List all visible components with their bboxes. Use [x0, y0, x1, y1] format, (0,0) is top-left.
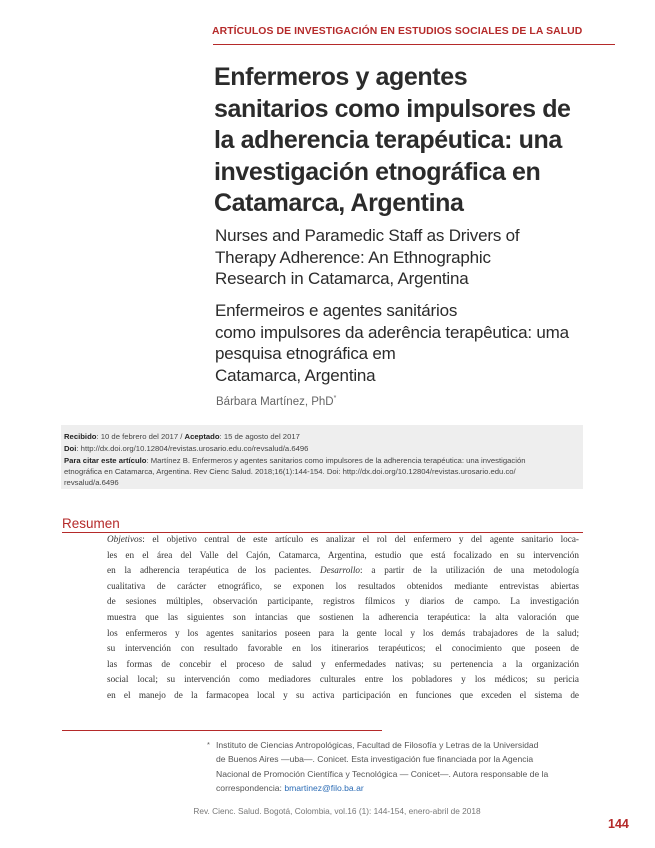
footnote-line [216, 781, 586, 795]
accepted-label: Aceptado [184, 432, 220, 441]
abstract-line: su intervención con resultado favorable en los itinerarios terapéuticos; el conocimiento que poseen de [107, 643, 579, 654]
title-es-line: la adherencia terapéutica: una [214, 126, 562, 154]
author-name [216, 395, 336, 408]
article-metadata-box [61, 425, 583, 489]
doi-label: Doi [64, 444, 77, 453]
author-text: Bárbara Martínez, PhD [216, 395, 334, 408]
footnote-line: Nacional de Promoción Científica y Tecnológica — Conicet—. Autora responsable de la [216, 768, 549, 779]
email-link[interactable]: bmartinez@filo.ba.ar [284, 783, 364, 794]
cite-line [64, 456, 526, 465]
title-es-line: Enfermeros y agentes [214, 63, 468, 91]
page-number: 144 [608, 817, 629, 831]
objetivos-label: Objetivos [107, 534, 143, 544]
abstract-line: en el manejo de la farmacopea local y su activa participación en funciones que exceden el sistema de [107, 689, 579, 700]
footnote-mark: * [207, 740, 210, 749]
title-spanish [214, 62, 604, 220]
footnote-text: correspondencia: [216, 783, 285, 794]
abstract-line [107, 563, 579, 579]
title-english [215, 225, 615, 290]
title-portuguese [215, 300, 615, 386]
title-es-line: investigación etnográfica en [214, 157, 541, 186]
cite-text: : Martínez B. Enfermeros y agentes sanitarios como impulsores de la adherencia terapéutica: una investigación [146, 456, 526, 465]
title-pt-line: como impulsores da aderência terapêutica: uma [215, 322, 569, 342]
journal-citation: Rev. Cienc. Salud. Bogotá, Colombia, vol.16 (1): 144-154, enero-abril de 2018 [193, 806, 481, 816]
abstract-line: muestra que las siguientes son intancias que sostienen la adherencia terapéutica: la alta valoración que [107, 611, 579, 622]
header-divider [213, 44, 615, 45]
footnote-line: de Buenos Aires —uba—. Conicet. Esta investigación fue financiada por la Agencia [216, 754, 534, 765]
abstract-text: : el objetivo central de este artículo es analizar el rol del enfermero y del agente sanitario loca- [142, 534, 579, 544]
author-footnote-mark[interactable]: * [333, 395, 337, 402]
cite-label: Para citar este artículo [64, 456, 147, 465]
title-pt-line: pesquisa etnográfica em [215, 344, 396, 363]
cite-line: etnográfica en Catamarca, Argentina. Rev Cienc Salud. 2018;16(1):144-154. Doi: http://dx.doi.org/10.12804/revistas.urosario.edu.co/ [64, 467, 516, 476]
title-en-line: Nurses and Paramedic Staff as Drivers of [215, 226, 520, 245]
title-pt-line: Enfermeiros e agentes sanitários [215, 301, 458, 320]
section-header: ARTÍCULOS DE INVESTIGACIÓN EN ESTUDIOS SOCIALES DE LA SALUD [212, 26, 583, 37]
abstract-line: las formas de concebir el proceso de salud y enfermedades nativas; su pertenencia a la organización [107, 658, 579, 669]
abstract-line [107, 532, 579, 548]
footnote-line: Instituto de Ciencias Antropológicas, Facultad de Filosofía y Letras de la Universidad [216, 740, 539, 750]
accepted-value: : 15 de agosto del 2017 [219, 432, 300, 441]
resumen-heading: Resumen [62, 516, 120, 531]
abstract-text: : a partir de la utilización de una metodología [359, 565, 579, 576]
received-label: Recibido [64, 432, 97, 441]
title-en-line: Therapy Adherence: An Ethnographic [215, 247, 491, 267]
cite-line: revsalud/a.6496 [64, 478, 119, 487]
title-en-line: Research in Catamarca, Argentina [215, 269, 469, 288]
abstract-line: de sesiones múltiples, observación participante, registros fílmicos y diarios de campo. La investigación [107, 596, 579, 607]
abstract-text: en la adherencia terapéutica de los pacientes. [107, 565, 312, 576]
title-pt-line: Catamarca, Argentina [215, 365, 376, 385]
title-es-line: sanitarios como impulsores de [214, 94, 571, 123]
affiliation-footnote [207, 738, 586, 796]
doi-link[interactable]: : http://dx.doi.org/10.12804/revistas.urosario.edu.co/revsalud/a.6496 [76, 444, 309, 453]
doi-line [64, 444, 308, 453]
abstract-line: cualitativa de carácter etnográfico, se exponen los resultados obtenidos mediante entrevistas abiertas [107, 580, 579, 591]
abstract-line: los enfermeros y los agentes sanitarios poseen para la gente local y los demás trabajadores de la salud; [107, 627, 579, 638]
abstract-body [107, 532, 579, 704]
footnote-divider [62, 730, 382, 731]
abstract-line: les en el área del Valle del Cajón, Catamarca, Argentina, estudio que está focalizado en su intervención [107, 549, 579, 560]
desarrollo-label: Desarrollo [320, 565, 360, 576]
abstract-line: social local; su intervención como mediadores culturales entre los pobladores y los médicos; su pericia [107, 674, 579, 685]
title-es-line: Catamarca, Argentina [214, 189, 464, 217]
received-value: : 10 de febrero del 2017 / [96, 432, 185, 441]
received-accepted-line [64, 432, 300, 441]
